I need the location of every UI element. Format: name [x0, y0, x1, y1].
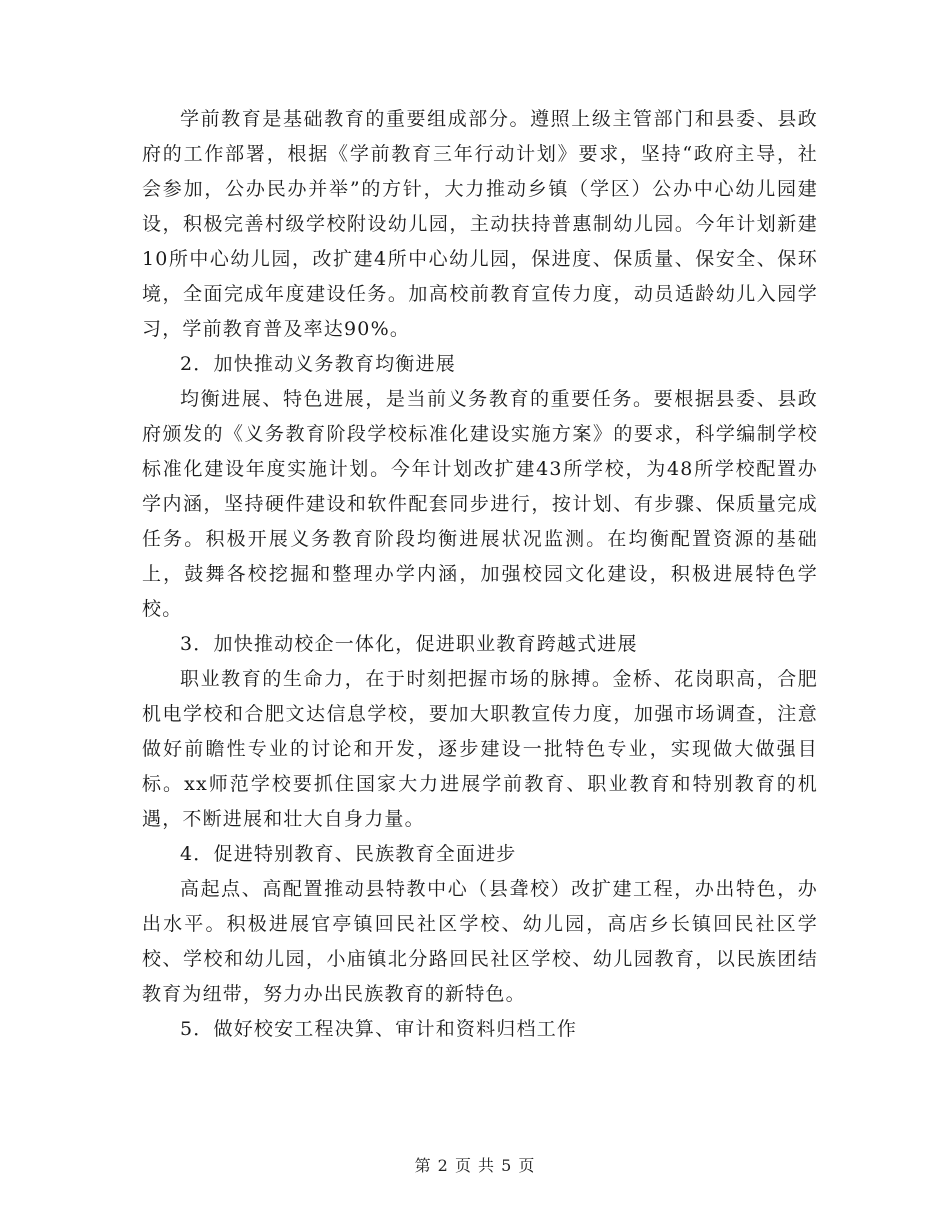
document-body: [142, 102, 818, 1047]
section-heading-5: 5．做好校安工程决算、审计和资料归档工作: [180, 1018, 578, 1040]
section-heading-3: 3．加快推动校企一体化，促进职业教育跨越式进展: [180, 633, 638, 655]
section-heading-4: 4．促进特别教育、民族教育全面进步: [180, 843, 517, 865]
paragraph-special-ethnic: 高起点、高配置推动县特教中心（县聋校）改扩建工程，办出特色，办出水平。积极进展官亭镇回民社区学校、幼儿园，高店乡长镇回民社区学校、学校和幼儿园，小庙镇北分路回民社区学校、幼儿园教育，以民族团结教育为纽带，努力办出民族教育的新特色。: [142, 878, 818, 1005]
paragraph-vocational: 职业教育的生命力，在于时刻把握市场的脉搏。金桥、花岗职高，合肥机电学校和合肥文达信息学校，要加大职教宣传力度，加强市场调查，注意做好前瞻性专业的讨论和开发，逐步建设一批特色专业，实现做大做强目标。xx师范学校要抓住国家大力进展学前教育、职业教育和特别教育的机遇，不断进展和壮大自身力量。: [142, 668, 818, 830]
paragraph-compulsory: 均衡进展、特色进展，是当前义务教育的重要任务。要根据县委、县政府颁发的《义务教育阶段学校标准化建设实施方案》的要求，科学编制学校标准化建设年度实施计划。今年计划改扩建43所学校，为48所学校配置办学内涵，坚持硬件建设和软件配套同步进行，按计划、有步骤、保质量完成任务。积极开展义务教育阶段均衡进展状况监测。在均衡配置资源的基础上，鼓舞各校挖掘和整理办学内涵，加强校园文化建设，积极进展特色学校。: [142, 388, 818, 620]
paragraph-preschool: 学前教育是基础教育的重要组成部分。遵照上级主管部门和县委、县政府的工作部署，根据《学前教育三年行动计划》要求，坚持“政府主导，社会参加，公办民办并举”的方针，大力推动乡镇（学区）公办中心幼儿园建设，积极完善村级学校附设幼儿园，主动扶持普惠制幼儿园。今年计划新建10所中心幼儿园，改扩建4所中心幼儿园，保进度、保质量、保安全、保环境，全面完成年度建设任务。加高校前教育宣传力度，动员适龄幼儿入园学习，学前教育普及率达90%。: [142, 108, 818, 340]
section-heading-2: 2．加快推动义务教育均衡进展: [180, 353, 456, 375]
page-number-footer: 第 2 页 共 5 页: [414, 1156, 536, 1175]
